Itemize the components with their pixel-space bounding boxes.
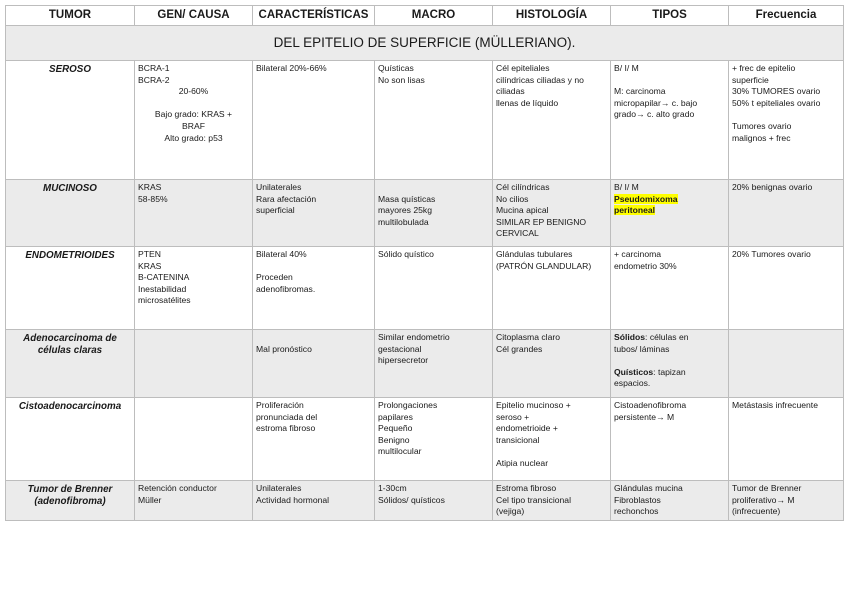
cell-macro: Similar endometrio gestacional hipersecretor [375,330,493,398]
cell-macro: Masa quísticas mayores 25kg multilobulada [375,180,493,247]
cell-gen: BCRA-1 BCRA-2 20-60% Bajo grado: KRAS + BRAF Alto grado: p53 [135,61,253,180]
header-tipos: TIPOS [611,6,729,26]
cell-tipos: Sólidos: células en tubos/ láminas Quísticos: tapizan espacios. [611,330,729,398]
cell-caracteristicas: Bilateral 20%-66% [253,61,375,180]
tumor-name: Tumor de Brenner (adenofibroma) [6,481,135,521]
cell-histologia: Glándulas tubulares (PATRÓN GLANDULAR) [493,247,611,330]
tumor-name: Adenocarcinoma de células claras [6,330,135,398]
cell-tipos: B/ I/ M Pseudomixoma peritoneal [611,180,729,247]
highlighted-text: Pseudomixoma [614,193,678,204]
cell-tipos: Glándulas mucina Fibroblastos rechonchos [611,481,729,521]
table-row [6,180,844,247]
cell-caracteristicas: Bilateral 40% Proceden adenofibromas. [253,247,375,330]
cell-histologia: Citoplasma claro Cél grandes [493,330,611,398]
header-tumor: TUMOR [6,6,135,26]
cell-frecuencia: 20% Tumores ovario [729,247,844,330]
cell-histologia: Epitelio mucinoso + seroso + endometrioide + transicional Atipia nuclear [493,398,611,481]
cell-caracteristicas: Unilaterales Rara afectación superficial [253,180,375,247]
section-title: DEL EPITELIO DE SUPERFICIE (MÜLLERIANO). [6,26,844,61]
table-row [6,247,844,330]
cell-frecuencia [729,330,844,398]
cell-tipos: + carcinoma endometrio 30% [611,247,729,330]
tumor-table [5,5,844,521]
tumor-name: ENDOMETRIOIDES [6,247,135,330]
header-gen-causa: GEN/ CAUSA [135,6,253,26]
cell-gen: Retención conductor Müller [135,481,253,521]
cell-macro: Prolongaciones papilares Pequeño Benigno multilocular [375,398,493,481]
cell-tipos: B/ I/ M M: carcinoma micropapilar→ c. bajo grado→ c. alto grado [611,61,729,180]
cell-frecuencia: + frec de epitelio superficie 30% TUMORES ovario 50% t epiteliales ovario Tumores ovario malignos + frec [729,61,844,180]
cell-histologia: Estroma fibroso Cel tipo transicional (vejiga) [493,481,611,521]
cell-macro: 1-30cm Sólidos/ quísticos [375,481,493,521]
cell-frecuencia: Metástasis infrecuente [729,398,844,481]
table-row [6,398,844,481]
cell-caracteristicas: Unilaterales Actividad hormonal [253,481,375,521]
header-row [6,6,844,26]
header-caracteristicas: CARACTERÍSTICAS [253,6,375,26]
highlighted-text: peritoneal [614,205,656,216]
cell-histologia: Cél cilíndricas No cilios Mucina apical SIMILAR EP BENIGNO CERVICAL [493,180,611,247]
cystic-label: Quísticos [614,366,654,377]
cell-macro: Sólido quístico [375,247,493,330]
header-frecuencia: Frecuencia [729,6,844,26]
cell-caracteristicas: Mal pronóstico [253,330,375,398]
cell-frecuencia: 20% benignas ovario [729,180,844,247]
cell-caracteristicas: Proliferación pronunciada del estroma fibroso [253,398,375,481]
header-histologia: HISTOLOGÍA [493,6,611,26]
table-row [6,61,844,180]
cell-histologia: Cél epiteliales cilíndricas ciliadas y no ciliadas llenas de líquido [493,61,611,180]
tumor-name: SEROSO [6,61,135,180]
cell-gen [135,330,253,398]
cell-macro: Quísticas No son lisas [375,61,493,180]
header-macro: MACRO [375,6,493,26]
solid-label: Sólidos [614,332,646,342]
section-row [6,26,844,61]
table-row [6,330,844,398]
tumor-name: Cistoadenocarcinoma [6,398,135,481]
tumor-name: MUCINOSO [6,180,135,247]
cell-frecuencia: Tumor de Brenner proliferativo→ M (infrecuente) [729,481,844,521]
cell-gen: KRAS 58-85% [135,180,253,247]
cell-tipos: Cistoadenofibroma persistente→ M [611,398,729,481]
cell-gen: PTEN KRAS B-CATENINA Inestabilidad microsatélites [135,247,253,330]
table-row [6,481,844,521]
cell-gen [135,398,253,481]
